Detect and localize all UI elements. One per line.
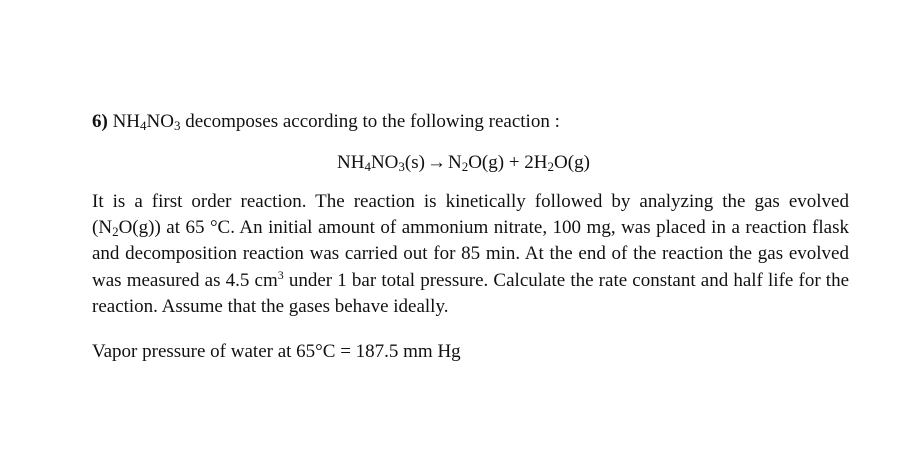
product-part: O(g) xyxy=(554,152,590,173)
paragraph-text: O(g)) at 65 °C. An initial amount of ammonium nitrate, 100 mg, was placed in a reaction flask and decomposition reaction was carried out for 85 min. At the end of the reaction the gas evolved was measured as 4.5 cm xyxy=(92,217,849,291)
question-number: 6) xyxy=(92,111,108,132)
formula-subscript: 4 xyxy=(140,118,147,133)
paragraph-subscript: 2 xyxy=(112,224,119,240)
formula-part: NO xyxy=(146,111,174,132)
product-subscript: 2 xyxy=(547,159,555,174)
question-heading xyxy=(92,110,560,134)
reaction-arrow-icon: → xyxy=(426,152,446,173)
paragraph-text: It is a first order reaction. The reaction is kinetically followed by analyzing the gas evolved (N xyxy=(92,191,849,239)
formula-subscript: 3 xyxy=(173,118,181,133)
reactant-state: (s) xyxy=(404,152,425,173)
reaction-equation xyxy=(337,151,590,175)
formula-part: NH xyxy=(112,111,141,132)
heading-rest: decomposes according to the following reaction : xyxy=(180,111,560,132)
reactant-subscript: 4 xyxy=(364,159,371,174)
vapor-pressure-note: Vapor pressure of water at 65°C = 187.5 mm Hg xyxy=(92,341,461,362)
reactant-subscript: 3 xyxy=(398,159,405,174)
reactant-part: NH xyxy=(337,152,365,173)
product-part: O(g) + 2H xyxy=(468,152,548,173)
problem-paragraph xyxy=(92,189,849,320)
paragraph-superscript: 3 xyxy=(277,267,284,282)
heading-text xyxy=(113,111,560,132)
reactant-part: NO xyxy=(370,152,399,173)
product-subscript: 2 xyxy=(461,159,469,174)
product-part: N xyxy=(447,152,462,173)
paragraph-text: under 1 bar total pressure. Calculate the rate constant and half life for the reaction. Assume that the gases behave ideally. xyxy=(92,269,849,317)
